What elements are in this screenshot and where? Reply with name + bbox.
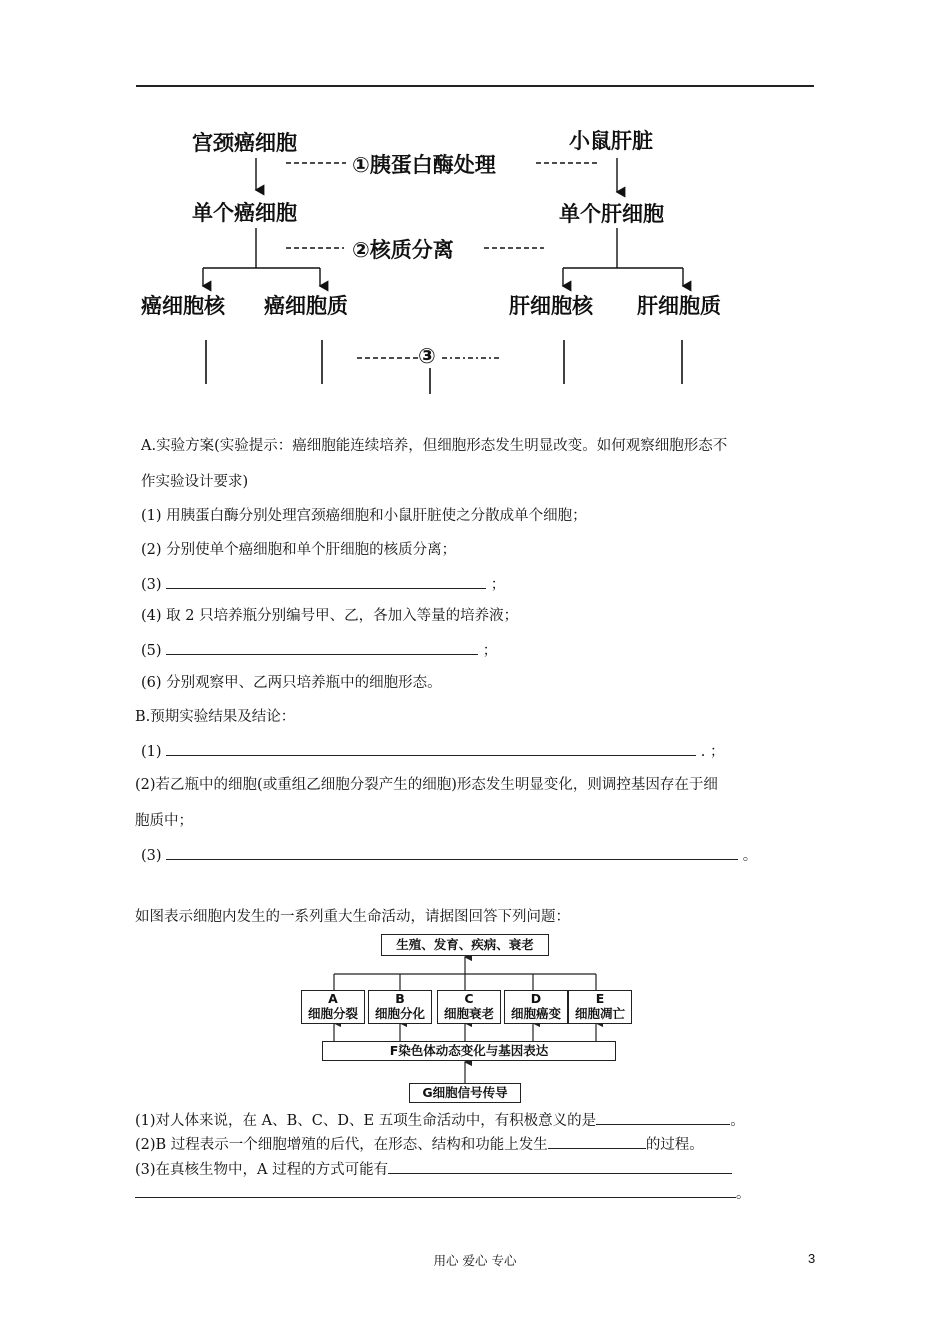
step-3-suffix: ； — [490, 577, 506, 593]
step-2-text: (2) 分别使单个癌细胞和单个肝细胞的核质分离； — [141, 542, 457, 558]
section-a-heading-line1: A.实验方案(实验提示：癌细胞能连续培养，但细胞形态发生明显改变。如何观察细胞形态不 — [141, 438, 728, 454]
cervical-cancer-cell-label: 宫颈癌细胞 — [192, 131, 297, 155]
step2-separation-label: ②核质分离 — [352, 238, 454, 262]
step-5-prefix: (5) — [141, 643, 162, 659]
result-3-prefix: (3) — [141, 848, 162, 864]
step-1-text: (1) 用胰蛋白酶分别处理宫颈癌细胞和小鼠肝脏使之分散成单个细胞； — [141, 508, 587, 524]
single-liver-cell-label: 单个肝细胞 — [559, 202, 664, 226]
q2-text: (2)B 过程表示一个细胞增殖的后代，在形态、结构和功能上发生 — [135, 1137, 548, 1153]
box-b-cell-differentiation — [368, 990, 432, 1024]
question-2-intro: 如图表示细胞内发生的一系列重大生命活动，请据图回答下列问题： — [135, 909, 570, 925]
box-c-label: 细胞衰老 — [443, 1006, 494, 1021]
box-d-label: 细胞癌变 — [510, 1006, 561, 1021]
liver-nucleus-label: 肝细胞核 — [509, 294, 593, 318]
box-a-letter: A — [328, 991, 338, 1006]
q2-line — [135, 1134, 704, 1155]
result-2-line2: 胞质中； — [135, 813, 193, 829]
box-f-chromosome-gene-expression: F染色体动态变化与基因表达 — [322, 1041, 616, 1061]
box-c-letter: C — [464, 991, 474, 1006]
result-3-suffix: 。 — [742, 848, 758, 864]
step1-trypsin-label: ①胰蛋白酶处理 — [352, 153, 496, 177]
box-e-cell-apoptosis — [568, 990, 632, 1024]
cancer-nucleus-label: 癌细胞核 — [141, 294, 225, 318]
step-5-suffix: ； — [482, 643, 498, 659]
result-1-prefix: (1) — [141, 744, 162, 760]
box-a-label: 细胞分裂 — [307, 1006, 358, 1021]
step3-label: ③ — [418, 344, 436, 368]
step-3-prefix: (3) — [141, 577, 162, 593]
q2-suffix: 的过程。 — [645, 1137, 704, 1153]
box-d-letter: D — [530, 991, 542, 1006]
q2-blank[interactable] — [548, 1134, 646, 1149]
box-g-cell-signaling: G细胞信号传导 — [409, 1083, 521, 1103]
result-1-suffix: . ； — [700, 744, 725, 760]
q1-suffix: 。 — [730, 1113, 745, 1129]
liver-cytoplasm-label: 肝细胞质 — [637, 294, 721, 318]
box-a-cell-division — [301, 990, 365, 1024]
mouse-liver-label: 小鼠肝脏 — [569, 129, 653, 153]
single-cancer-cell-label: 单个癌细胞 — [192, 201, 297, 225]
q1-blank[interactable] — [596, 1110, 730, 1125]
page-footer: 用心 爱心 专心 — [433, 1253, 517, 1268]
outcome-box: 生殖、发育、疾病、衰老 — [381, 934, 549, 956]
q3-blank-line1[interactable] — [388, 1159, 732, 1174]
result-2-line1: (2)若乙瓶中的细胞(或重组乙细胞分裂产生的细胞)形态发生明显变化，则调控基因存在于细 — [135, 777, 718, 793]
q3-text: (3)在真核生物中，A 过程的方式可能有 — [135, 1162, 389, 1178]
box-e-label: 细胞凋亡 — [574, 1006, 625, 1021]
page-number: 3 — [808, 1251, 816, 1266]
q3-line2 — [135, 1183, 751, 1204]
cancer-cytoplasm-label: 癌细胞质 — [264, 294, 348, 318]
q3-suffix: 。 — [736, 1186, 751, 1202]
section-a-heading-line2: 作实验设计要求) — [141, 474, 249, 490]
step-6-text: (6) 分别观察甲、乙两只培养瓶中的细胞形态。 — [141, 675, 442, 691]
box-b-letter: B — [395, 991, 405, 1006]
q3-blank-line2[interactable] — [135, 1183, 736, 1198]
box-d-cell-cancer — [504, 990, 568, 1024]
q1-text: (1)对人体来说，在 A、B、C、D、E 五项生命活动中，有积极意义的是 — [135, 1113, 597, 1129]
q1-line — [135, 1110, 745, 1131]
q3-line — [135, 1159, 732, 1180]
box-c-cell-aging — [437, 990, 501, 1024]
box-b-label: 细胞分化 — [374, 1006, 425, 1021]
box-e-letter: E — [595, 991, 605, 1006]
section-b-title: B.预期实验结果及结论： — [135, 709, 296, 725]
step-4-text: (4) 取 2 只培养瓶分别编号甲、乙，各加入等量的培养液； — [141, 608, 519, 624]
